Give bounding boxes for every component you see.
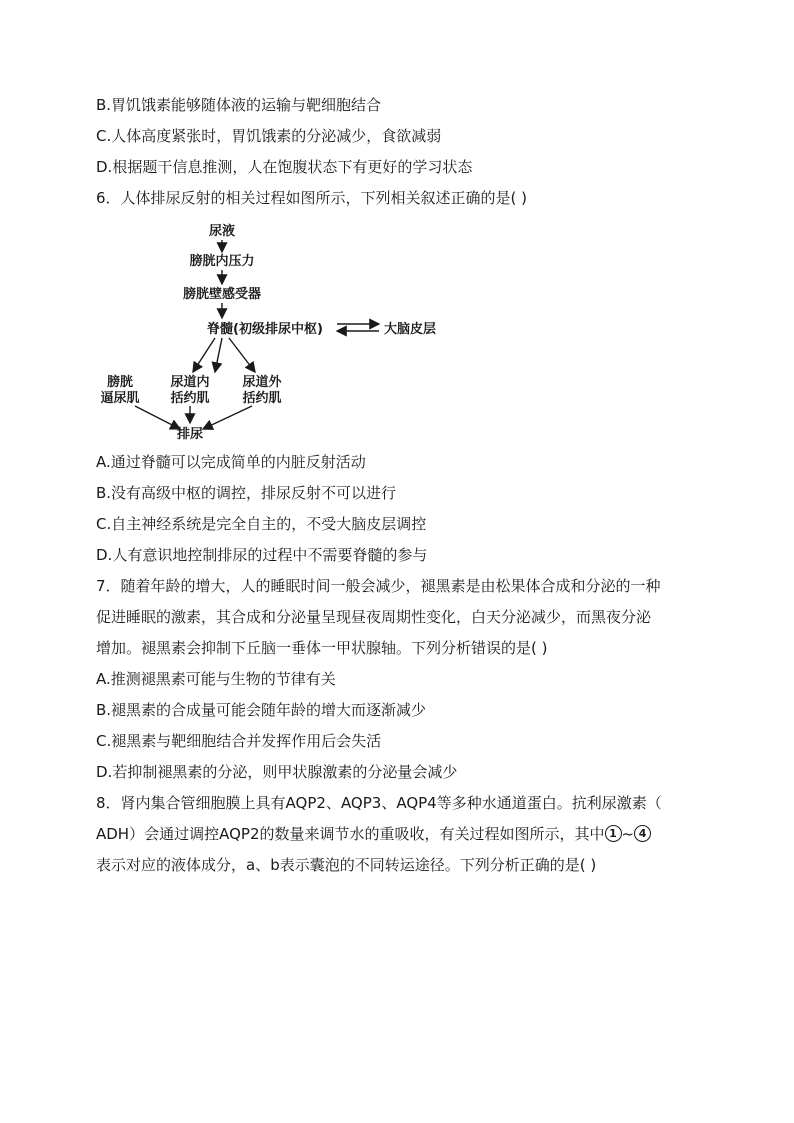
- node-urine: 尿液: [208, 224, 236, 239]
- circled-number-4: 4: [634, 825, 651, 842]
- node-urination: 排尿: [176, 427, 204, 442]
- q5-option-c: C.人体高度紧张时，胃饥饿素的分泌减少，食欲减弱: [96, 127, 442, 145]
- node-inner-sphincter-line2: 括约肌: [170, 391, 210, 406]
- q6-stem: 6．人体排尿反射的相关过程如图所示，下列相关叙述正确的是( ): [96, 189, 528, 207]
- q7-option-d: D.若抑制褪黑素的分泌，则甲状腺激素的分泌量会减少: [96, 763, 458, 781]
- q8-stem-line2: [96, 824, 651, 844]
- q7-stem-line2: 促进睡眠的激素，其合成和分泌量呈现昼夜周期性变化，白天分泌减少，而黑夜分泌: [96, 608, 652, 626]
- q5-option-d: D.根据题干信息推测，人在饱腹状态下有更好的学习状态: [96, 158, 473, 176]
- urination-reflex-diagram: [0, 0, 794, 460]
- node-bladder-receptor: 膀胱壁感受器: [182, 287, 262, 302]
- node-cerebral-cortex: 大脑皮层: [384, 322, 437, 337]
- range-tilde: ~: [621, 825, 635, 843]
- q8-stem-line3: 表示对应的液体成分，a、b表示囊泡的不同转运途径。下列分析正确的是( ): [96, 856, 597, 874]
- q7-stem-line3: 增加。褪黑素会抑制下丘脑一垂体一甲状腺轴。下列分析错误的是( ): [96, 639, 548, 657]
- q6-option-a: A.通过脊髓可以完成简单的内脏反射活动: [96, 453, 366, 471]
- node-outer-sphincter-line1: 尿道外: [242, 375, 282, 390]
- q7-option-a: A.推测褪黑素可能与生物的节律有关: [96, 670, 336, 688]
- node-outer-sphincter-line2: 括约肌: [242, 391, 282, 406]
- arrow-spinal-to-detrusor: [193, 338, 215, 372]
- q7-option-c: C.褪黑素与靶细胞结合并发挥作用后会失活: [96, 732, 382, 750]
- node-detrusor-line1: 膀胱: [106, 375, 134, 390]
- q5-option-b: B.胃饥饿素能够随体液的运输与靶细胞结合: [96, 96, 382, 114]
- q7-option-b: B.褪黑素的合成量可能会随年龄的增大而逐渐减少: [96, 701, 427, 719]
- arrow-spinal-to-inner-sphincter: [215, 338, 222, 372]
- q6-option-c: C.自主神经系统是完全自主的，不受大脑皮层调控: [96, 515, 427, 533]
- q8-stem-line2-text: ADH）会通过调控AQP2的数量来调节水的重吸收，有关过程如图所示，其中: [96, 825, 605, 843]
- arrow-detrusor-to-urination: [135, 406, 180, 429]
- q6-option-d: D.人有意识地控制排尿的过程中不需要脊髓的参与: [96, 546, 428, 564]
- node-inner-sphincter-line1: 尿道内: [170, 375, 210, 390]
- arrow-spinal-to-outer-sphincter: [229, 338, 255, 372]
- arrow-outer-to-urination: [203, 406, 252, 429]
- q8-stem-line1: 8．肾内集合管细胞膜上具有AQP2、AQP3、AQP4等多种水通道蛋白。抗利尿激素（: [96, 794, 662, 812]
- node-spinal-cord: 脊髓(初级排尿中枢): [207, 322, 323, 337]
- q7-stem-line1: 7．随着年龄的增大，人的睡眠时间一般会减少，褪黑素是由松果体合成和分泌的一种: [96, 577, 661, 595]
- q6-option-b: B.没有高级中枢的调控，排尿反射不可以进行: [96, 484, 397, 502]
- node-detrusor-line2: 逼尿肌: [100, 391, 140, 406]
- circled-number-1: 1: [605, 825, 622, 842]
- node-bladder-pressure: 膀胱内压力: [189, 254, 255, 269]
